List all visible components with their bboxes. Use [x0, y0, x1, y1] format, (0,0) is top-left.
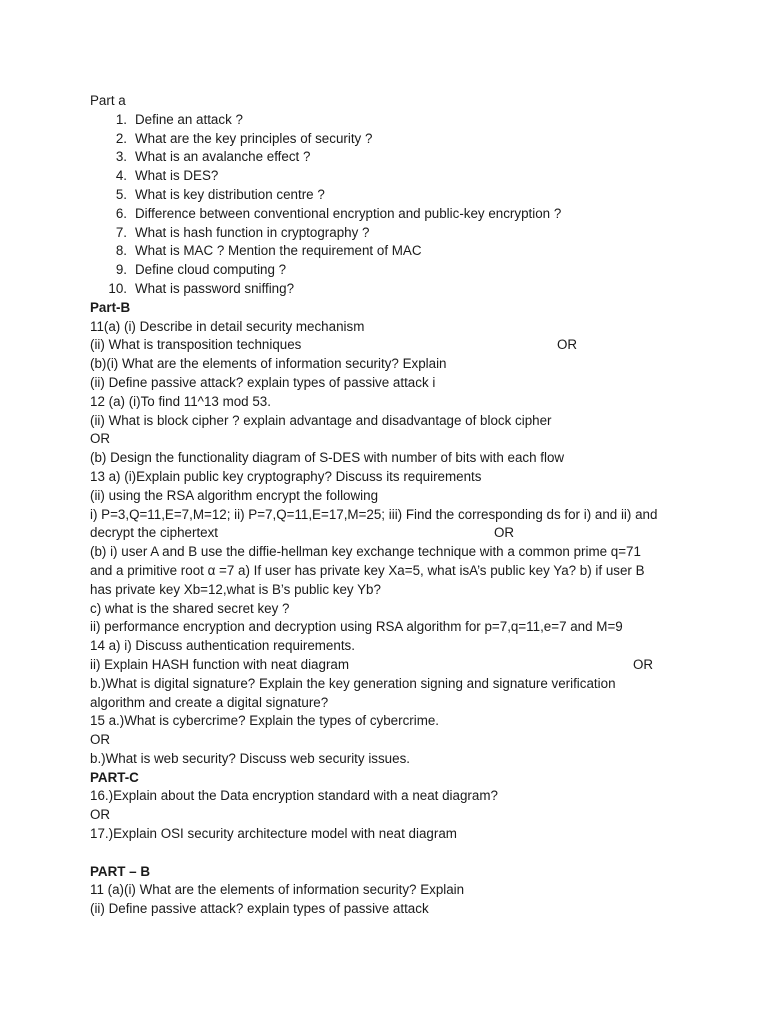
item-text: What is MAC ? Mention the requirement of MAC: [135, 243, 422, 259]
item-number: 8.: [115, 243, 127, 259]
list-item: [90, 148, 690, 167]
question-line: 14 a) i) Discuss authentication requirements.: [90, 638, 355, 654]
part-b-repeat-heading: PART – B: [90, 863, 151, 879]
item-text: What is key distribution centre ?: [135, 186, 325, 202]
item-text: What is DES?: [135, 168, 219, 184]
item-text: What is password sniffing?: [135, 280, 295, 296]
item-number: 10.: [108, 280, 127, 296]
question-text: decrypt the ciphertext: [90, 525, 219, 541]
question-text: ii) Explain HASH function with neat diagram: [90, 656, 350, 672]
item-text: What are the key principles of security ?: [135, 130, 373, 146]
question-line: [90, 336, 690, 355]
item-text: What is hash function in cryptography ?: [135, 224, 370, 240]
question-line: 16.)Explain about the Data encryption standard with a neat diagram?: [90, 788, 498, 804]
question-line: b.)What is web security? Discuss web security issues.: [90, 750, 410, 766]
question-line: has private key Xb=12,what is B’s public key Yb?: [90, 581, 381, 597]
question-line: algorithm and create a digital signature?: [90, 694, 329, 710]
or-line: OR: [90, 807, 111, 823]
question-line: i) P=3,Q=11,E=7,M=12; ii) P=7,Q=11,E=17,M=25; iii) Find the corresponding ds for i) and ii) and: [90, 506, 658, 522]
item-text: What is an avalanche effect ?: [135, 149, 311, 165]
item-text: Difference between conventional encryption and public-key encryption ?: [135, 205, 562, 221]
item-number: 6.: [115, 205, 127, 221]
item-number: 7.: [115, 224, 127, 240]
part-a-heading: Part a: [90, 93, 126, 108]
or-label: OR: [557, 337, 578, 353]
list-item: [90, 111, 690, 130]
list-item: [90, 167, 690, 186]
question-line: [90, 656, 690, 675]
item-number: 4.: [115, 168, 127, 184]
item-number: 1.: [115, 111, 127, 127]
question-line: and a primitive root α =7 a) If user has private key Xa=5, what isA’s public key Ya? b) if user B: [90, 562, 645, 578]
part-b-heading: Part-B: [90, 299, 131, 315]
or-line: OR: [90, 732, 111, 748]
question-line: (b)(i) What are the elements of information security? Explain: [90, 356, 447, 372]
item-text: Define an attack ?: [135, 111, 243, 127]
question-line: (ii) using the RSA algorithm encrypt the following: [90, 487, 379, 503]
question-line: 15 a.)What is cybercrime? Explain the types of cybercrime.: [90, 713, 440, 729]
question-line: b.)What is digital signature? Explain the key generation signing and signature verification: [90, 675, 616, 691]
or-line: OR: [90, 431, 111, 447]
question-text: (ii) What is transposition techniques: [90, 337, 302, 353]
question-line: c) what is the shared secret key ?: [90, 600, 290, 616]
list-item: [90, 261, 690, 280]
question-line: 11 (a)(i) What are the elements of information security? Explain: [90, 882, 465, 898]
question-line: 11(a) (i) Describe in detail security mechanism: [90, 318, 365, 334]
list-item: [90, 130, 690, 149]
item-number: 5.: [115, 186, 127, 202]
question-line: 17.)Explain OSI security architecture model with neat diagram: [90, 826, 457, 842]
or-label: OR: [494, 525, 515, 541]
item-text: Define cloud computing ?: [135, 262, 287, 278]
item-number: 3.: [115, 149, 127, 165]
list-item: [90, 280, 690, 299]
question-line: 12 (a) (i)To find 11^13 mod 53.: [90, 393, 271, 409]
list-item: [90, 205, 690, 224]
question-line: (ii) What is block cipher ? explain advantage and disadvantage of block cipher: [90, 412, 552, 428]
part-a-list: [90, 111, 690, 299]
spacer: [90, 844, 690, 863]
list-item: [90, 242, 690, 261]
question-line: (b) Design the functionality diagram of S-DES with number of bits with each flow: [90, 450, 565, 466]
question-line: (ii) Define passive attack? explain types of passive attack i: [90, 374, 436, 390]
list-item: [90, 186, 690, 205]
list-item: [90, 224, 690, 243]
question-line: (b) i) user A and B use the diffie-hellman key exchange technique with a common prime q=71: [90, 544, 641, 560]
item-number: 9.: [115, 262, 127, 278]
question-line: [90, 524, 690, 543]
question-line: 13 a) (i)Explain public key cryptography? Discuss its requirements: [90, 468, 482, 484]
or-label: OR: [633, 656, 654, 672]
item-number: 2.: [115, 130, 127, 146]
part-c-heading: PART-C: [90, 769, 139, 785]
question-line: (ii) Define passive attack? explain types of passive attack: [90, 901, 429, 917]
question-paper: [90, 92, 690, 919]
question-line: ii) performance encryption and decryption using RSA algorithm for p=7,q=11,e=7 and M=9: [90, 619, 623, 635]
